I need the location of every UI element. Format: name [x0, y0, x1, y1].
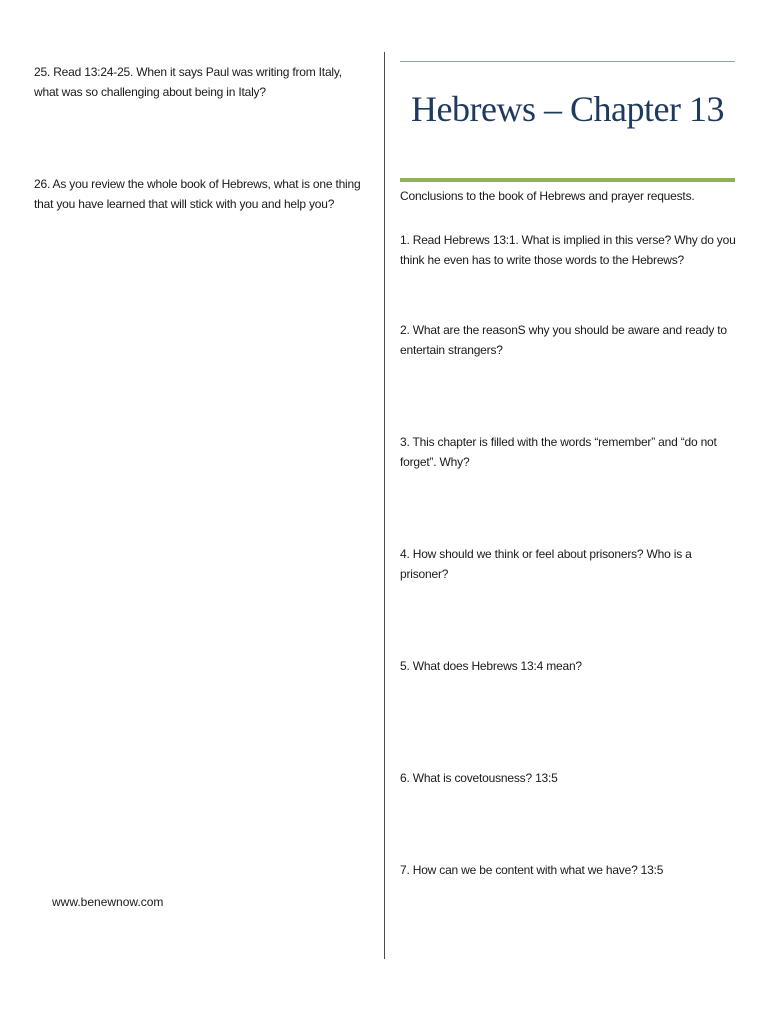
intro-text: Conclusions to the book of Hebrews and prayer requests.: [400, 189, 695, 203]
question-5: 5. What does Hebrews 13:4 mean?: [400, 659, 582, 673]
question-3: 3. This chapter is filled with the words “remember” and “do not forget”. Why?: [400, 435, 717, 469]
question-1: 1. Read Hebrews 13:1. What is implied in this verse? Why do you think he even has to write those words to the Hebrews?: [400, 233, 736, 267]
title-top-rule: [400, 61, 735, 62]
title-accent-rule: [400, 178, 735, 182]
question-6: 6. What is covetousness? 13:5: [400, 771, 558, 785]
question-2: 2. What are the reasonS why you should be aware and ready to entertain strangers?: [400, 323, 727, 357]
page-title: Hebrews – Chapter 13: [411, 89, 724, 129]
footer-website: www.benewnow.com: [52, 895, 164, 909]
question-7: 7. How can we be content with what we have? 13:5: [400, 863, 664, 877]
question-26: 26. As you review the whole book of Hebrews, what is one thing that you have learned that will stick with you and help you?: [34, 177, 361, 211]
question-4: 4. How should we think or feel about prisoners? Who is a prisoner?: [400, 547, 692, 581]
question-25: 25. Read 13:24-25. When it says Paul was writing from Italy, what was so challenging about being in Italy?: [34, 65, 342, 99]
column-divider: [384, 52, 385, 959]
